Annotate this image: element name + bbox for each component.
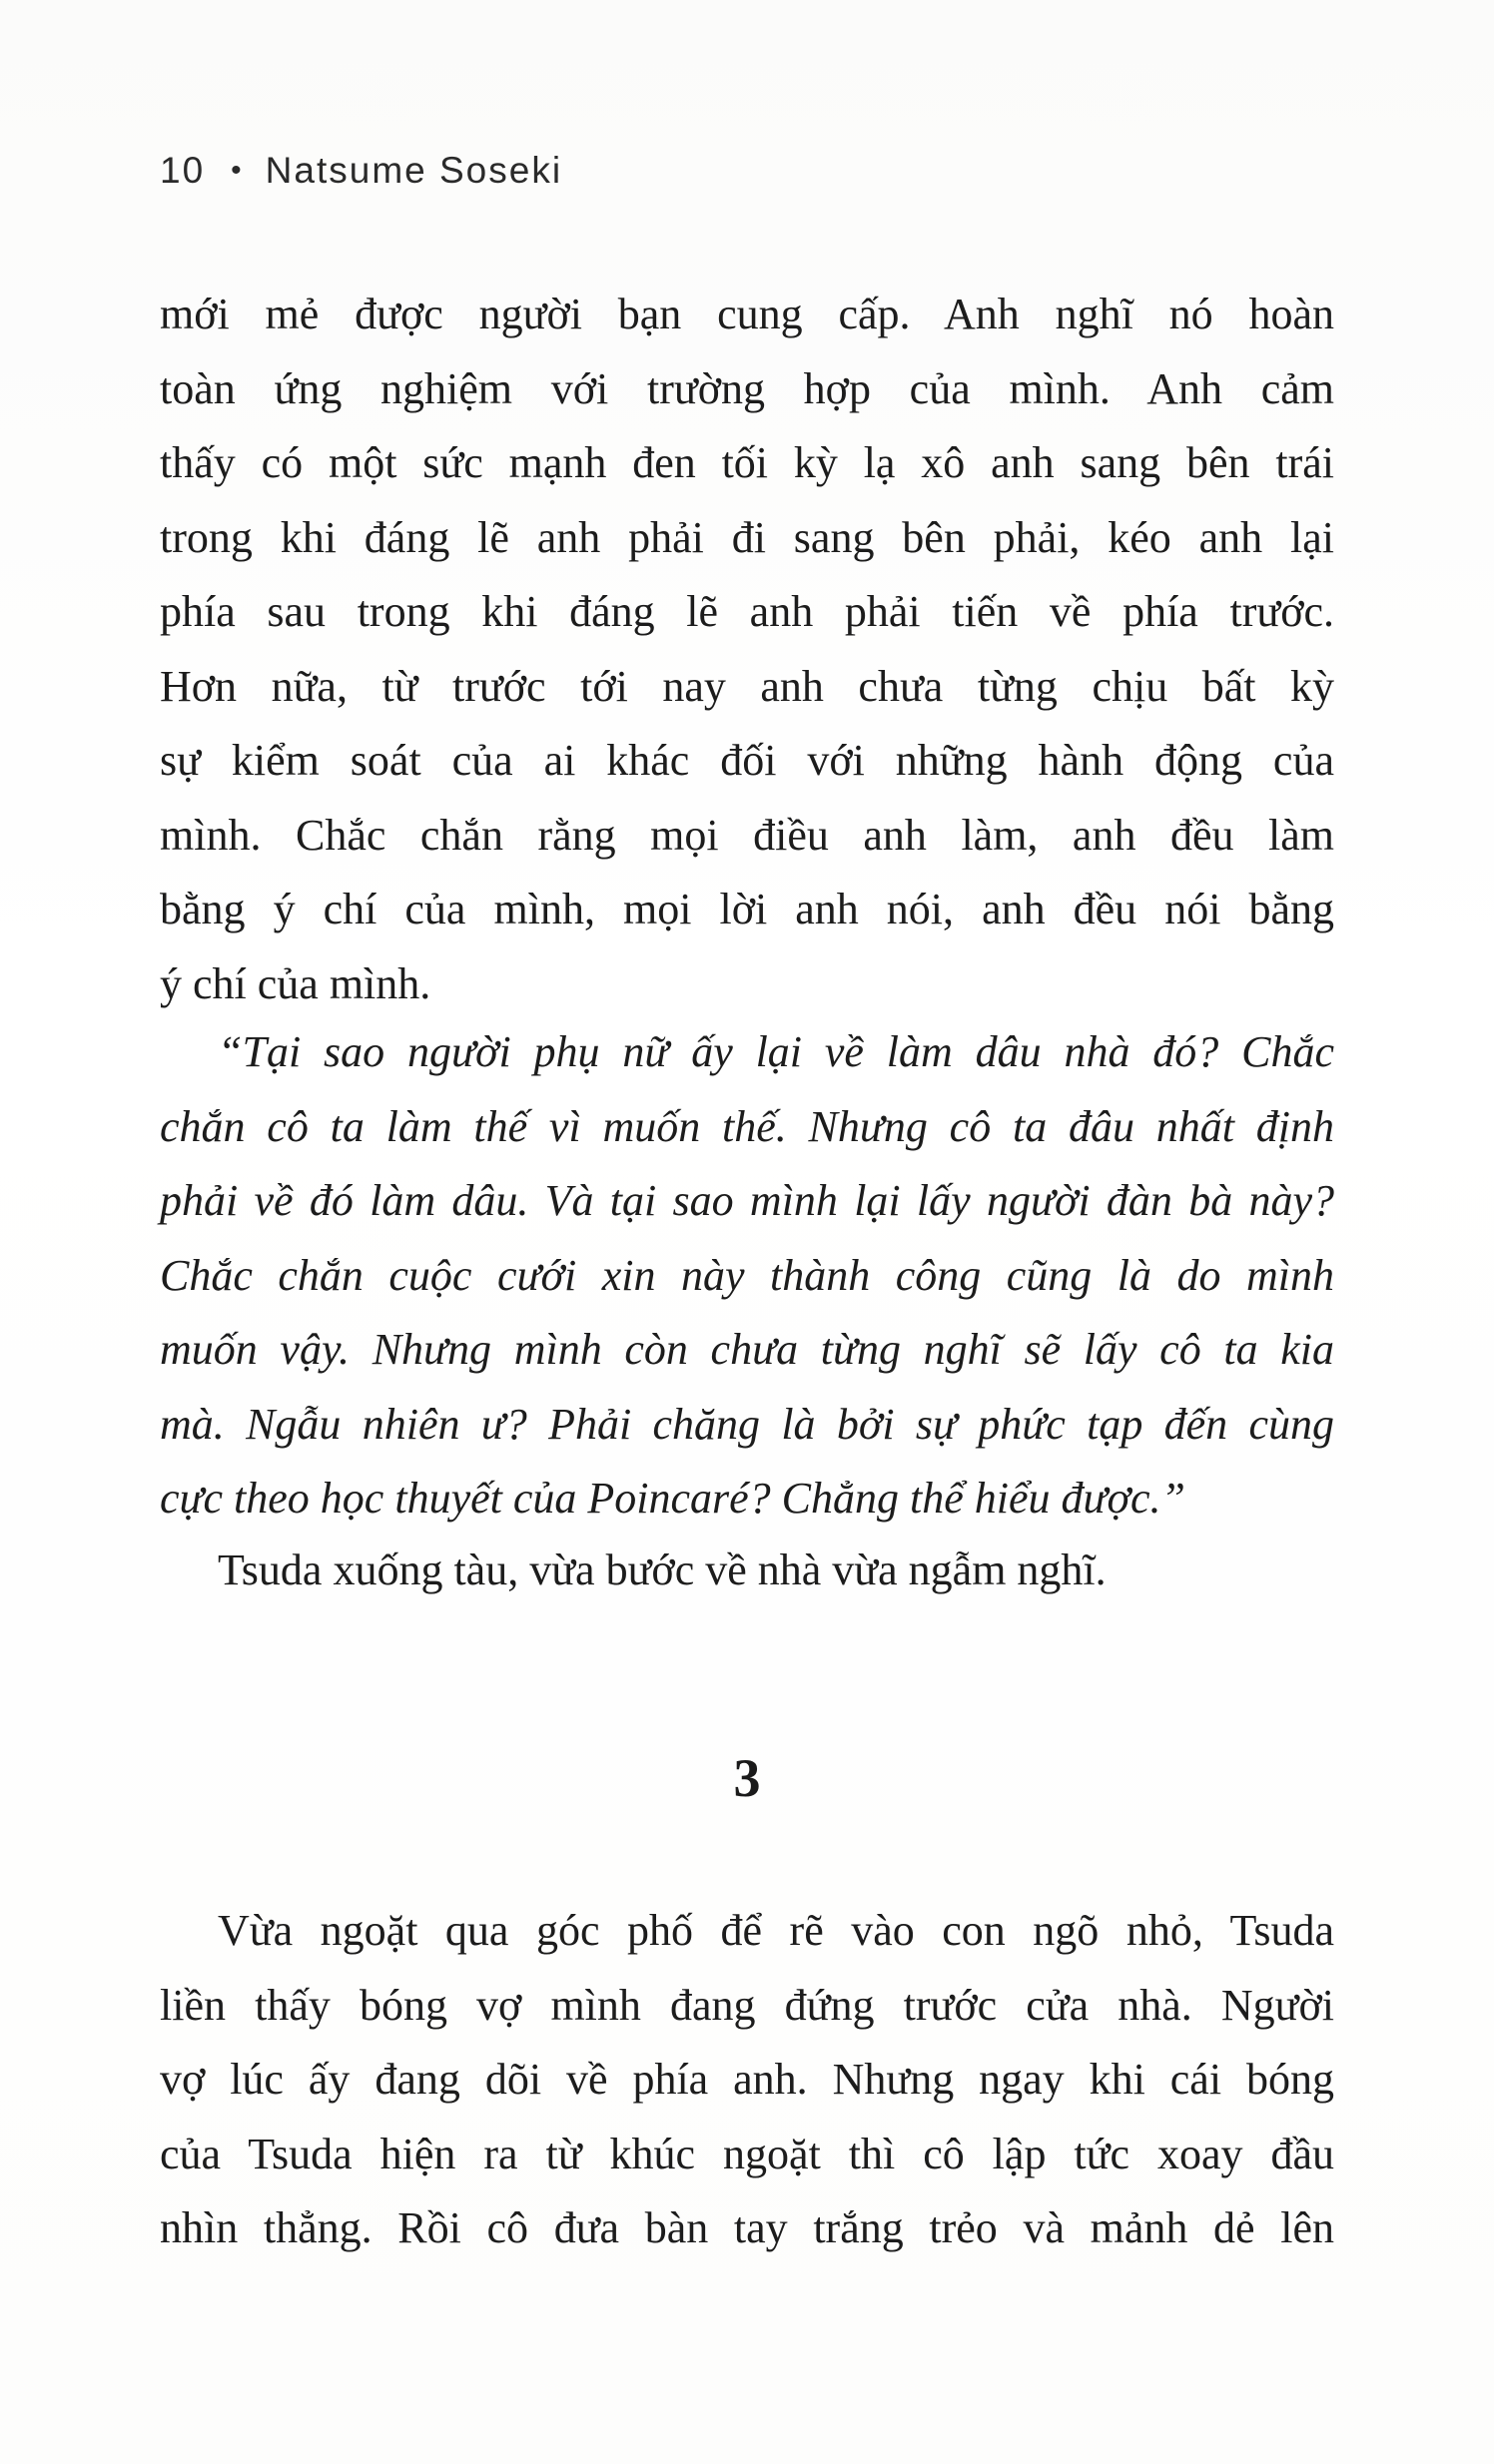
text-line: cực theo học thuyết của Poincaré? Chẳng thể hiểu được.” [160, 1474, 1185, 1523]
text-line: ý chí của mình. [160, 958, 431, 1008]
text-line: mà. Ngẫu nhiên ư? Phải chăng là bởi sự phức tạp đến cùng [160, 1399, 1334, 1449]
text-line: muốn vậy. Nhưng mình còn chưa từng nghĩ sẽ lấy cô ta kia [160, 1325, 1334, 1374]
italic-quote-paragraph [160, 1015, 1334, 1537]
text-line: liền thấy bóng vợ mình đang đứng trước cửa nhà. Người [160, 1980, 1334, 2030]
text-line: bằng ý chí của mình, mọi lời anh nói, anh đều nói bằng [160, 885, 1334, 933]
text-line: Vừa ngoặt qua góc phố để rẽ vào con ngõ nhỏ, Tsuda [218, 1906, 1334, 1955]
header-separator: • [231, 154, 244, 187]
text-line: mình. Chắc chắn rằng mọi điều anh làm, anh đều làm [160, 810, 1334, 860]
chapter-opening-paragraph [160, 1894, 1334, 2266]
text-line: mới mẻ được người bạn cung cấp. Anh nghĩ nó hoàn [160, 290, 1334, 338]
text-line: chắn cô ta làm thế vì muốn thế. Nhưng cô ta đâu nhất định [160, 1101, 1334, 1151]
author-name: Natsume Soseki [265, 150, 563, 191]
text-line: của Tsuda hiện ra từ khúc ngoặt thì cô lập tức xoay đầu [160, 2129, 1334, 2178]
page-number: 10 [160, 150, 206, 191]
text-line: Hơn nữa, từ trước tới nay anh chưa từng chịu bất kỳ [160, 661, 1334, 711]
paragraph-continued [160, 278, 1334, 1021]
text-line: “Tại sao người phụ nữ ấy lại về làm dâu nhà đó? Chắc [218, 1027, 1334, 1076]
text-line: Chắc chắn cuộc cưới xin này thành công cũng là do mình [160, 1250, 1334, 1300]
text-line: sự kiểm soát của ai khác đối với những hành động của [160, 736, 1334, 785]
text-line: vợ lúc ấy đang dõi về phía anh. Nhưng ngay khi cái bóng [160, 2055, 1334, 2104]
running-head [160, 150, 562, 192]
text-line: thấy có một sức mạnh đen tối kỳ lạ xô anh sang bên trái [160, 438, 1334, 487]
text-line: phải về đó làm dâu. Và tại sao mình lại lấy người đàn bà này? [160, 1176, 1334, 1225]
closing-paragraph [160, 1534, 1334, 1608]
text-line: nhìn thẳng. Rồi cô đưa bàn tay trắng trẻo và mảnh dẻ lên [160, 2203, 1334, 2252]
text-line: phía sau trong khi đáng lẽ anh phải tiến về phía trước. [160, 587, 1334, 636]
text-line: toàn ứng nghiệm với trường hợp của mình. Anh cảm [160, 363, 1334, 413]
text-line: Tsuda xuống tàu, vừa bước về nhà vừa ngẫm nghĩ. [218, 1545, 1107, 1594]
text-line: trong khi đáng lẽ anh phải đi sang bên phải, kéo anh lại [160, 512, 1334, 562]
chapter-number: 3 [733, 1748, 761, 1808]
